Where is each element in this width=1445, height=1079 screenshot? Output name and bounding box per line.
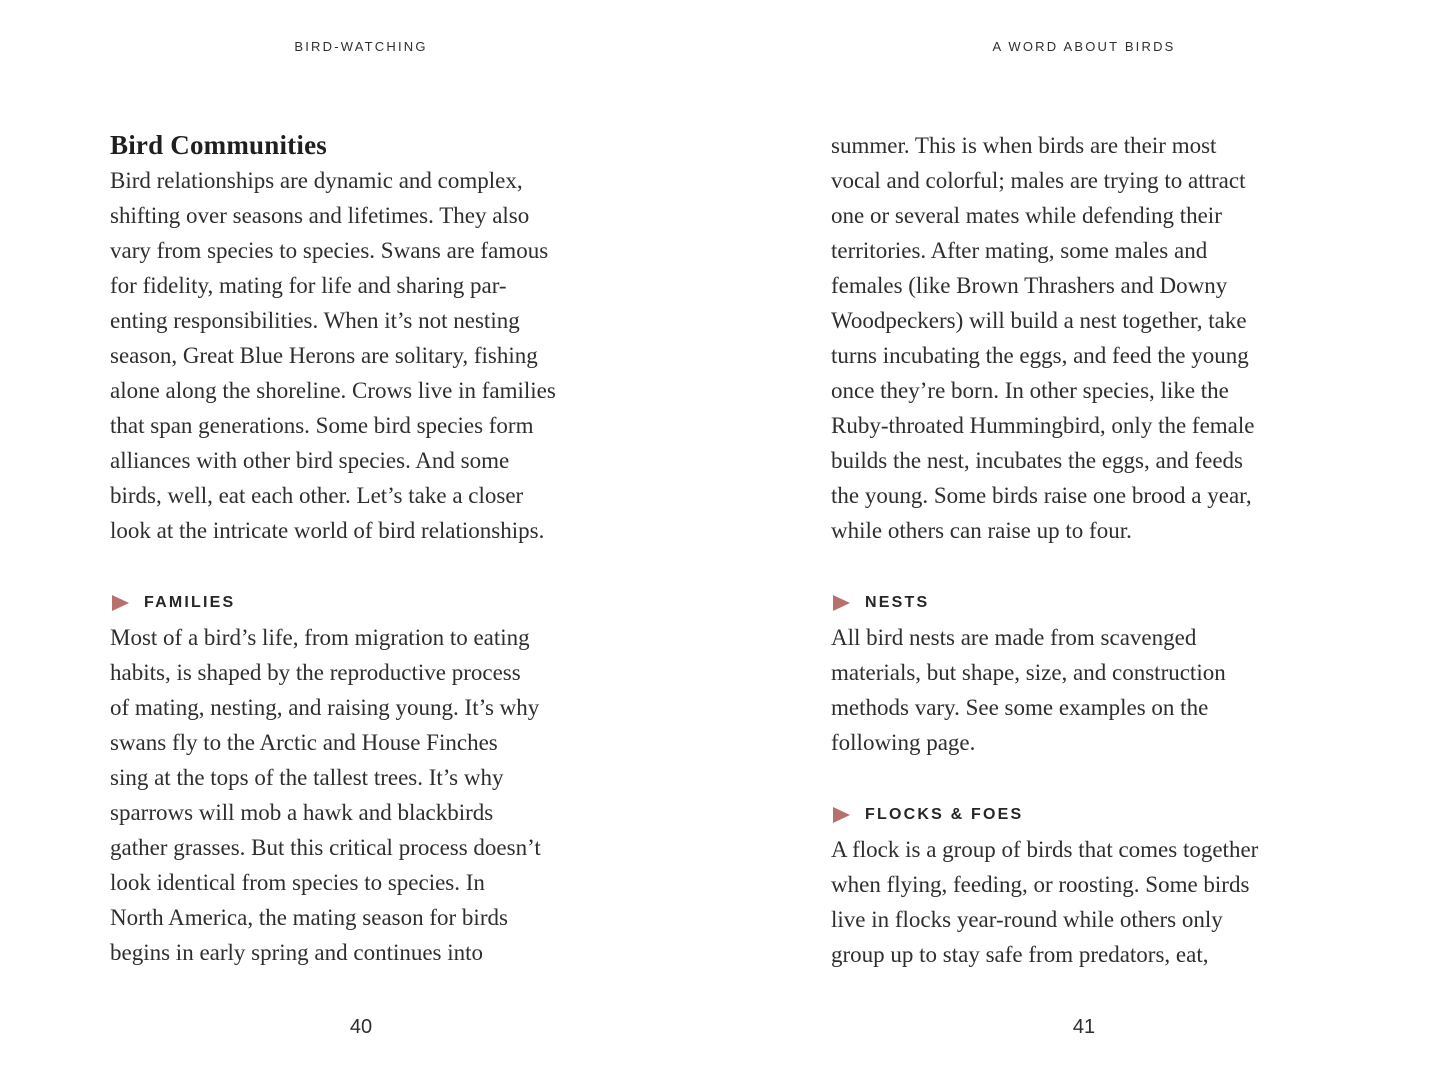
text-line: enting responsibilities. When it’s not nesting <box>110 308 520 333</box>
arrow-right-icon <box>833 595 850 611</box>
page-left-content <box>110 128 655 970</box>
text-line: alone along the shoreline. Crows live in families <box>110 378 556 403</box>
text-line: Most of a bird’s life, from migration to eating <box>110 625 530 650</box>
section-title: Bird Communities <box>110 130 327 160</box>
text-line: Bird relationships are dynamic and complex, <box>110 168 523 193</box>
running-head-left: BIRD-WATCHING <box>294 39 428 54</box>
page-number-left: 40 <box>349 1016 373 1038</box>
text-line: live in flocks year-round while others only <box>831 907 1223 932</box>
text-line: sing at the tops of the tallest trees. It’s why <box>110 765 504 790</box>
running-head-right: A WORD ABOUT BIRDS <box>992 39 1176 54</box>
text-line: Ruby-throated Hummingbird, only the female <box>831 413 1255 438</box>
paragraph-flocks-foes <box>831 832 1346 972</box>
text-line: North America, the mating season for birds <box>110 905 508 930</box>
subsection-heading-families <box>112 591 655 615</box>
text-line: look identical from species to species. In <box>110 870 485 895</box>
subsection-label: FLOCKS & FOES <box>865 806 1024 823</box>
text-line: Woodpeckers) will build a nest together, take <box>831 308 1247 333</box>
text-line: alliances with other bird species. And some <box>110 448 510 473</box>
text-line: vocal and colorful; males are trying to attract <box>831 168 1246 193</box>
arrow-right-icon <box>112 595 129 611</box>
text-line: one or several mates while defending their <box>831 203 1222 228</box>
text-line: builds the nest, incubates the eggs, and feeds <box>831 448 1243 473</box>
text-line: A flock is a group of birds that comes together <box>831 837 1259 862</box>
text-line: while others can raise up to four. <box>831 518 1132 543</box>
subsection-heading-flocks-foes <box>833 803 1346 827</box>
text-line: females (like Brown Thrashers and Downy <box>831 273 1228 298</box>
text-line: for fidelity, mating for life and sharing par- <box>110 273 507 298</box>
paragraph-families <box>110 620 655 970</box>
text-line: group up to stay safe from predators, eat, <box>831 942 1209 967</box>
text-line: that span generations. Some bird species form <box>110 413 534 438</box>
paragraph-continuation <box>831 128 1346 548</box>
text-line: vary from species to species. Swans are famous <box>110 238 549 263</box>
page-left <box>0 0 722 1079</box>
subsection-heading-nests <box>833 591 1346 615</box>
text-line: swans fly to the Arctic and House Finches <box>110 730 498 755</box>
text-line: summer. This is when birds are their most <box>831 133 1217 158</box>
text-line: of mating, nesting, and raising young. It’s why <box>110 695 540 720</box>
paragraph-nests <box>831 620 1346 760</box>
text-line: following page. <box>831 730 976 755</box>
text-line: All bird nests are made from scavenged <box>831 625 1197 650</box>
subsection-label: FAMILIES <box>144 594 236 611</box>
text-line: begins in early spring and continues into <box>110 940 484 965</box>
paragraph-intro <box>110 163 655 548</box>
text-line: once they’re born. In other species, like the <box>831 378 1229 403</box>
page-right-content <box>831 128 1346 972</box>
page-right <box>723 0 1445 1079</box>
text-line: turns incubating the eggs, and feed the young <box>831 343 1249 368</box>
text-line: birds, well, eat each other. Let’s take a closer <box>110 483 524 508</box>
text-line: materials, but shape, size, and construction <box>831 660 1226 685</box>
text-line: when flying, feeding, or roosting. Some birds <box>831 872 1250 897</box>
text-line: methods vary. See some examples on the <box>831 695 1209 720</box>
text-line: territories. After mating, some males and <box>831 238 1208 263</box>
subsection-label: NESTS <box>865 594 930 611</box>
text-line: habits, is shaped by the reproductive process <box>110 660 521 685</box>
text-line: gather grasses. But this critical process doesn’t <box>110 835 541 860</box>
text-line: shifting over seasons and lifetimes. They also <box>110 203 530 228</box>
arrow-right-icon <box>833 807 850 823</box>
text-line: the young. Some birds raise one brood a year, <box>831 483 1252 508</box>
text-line: sparrows will mob a hawk and blackbirds <box>110 800 494 825</box>
text-line: look at the intricate world of bird relationships. <box>110 518 545 543</box>
text-line: season, Great Blue Herons are solitary, fishing <box>110 343 538 368</box>
page-number-right: 41 <box>1072 1016 1096 1038</box>
